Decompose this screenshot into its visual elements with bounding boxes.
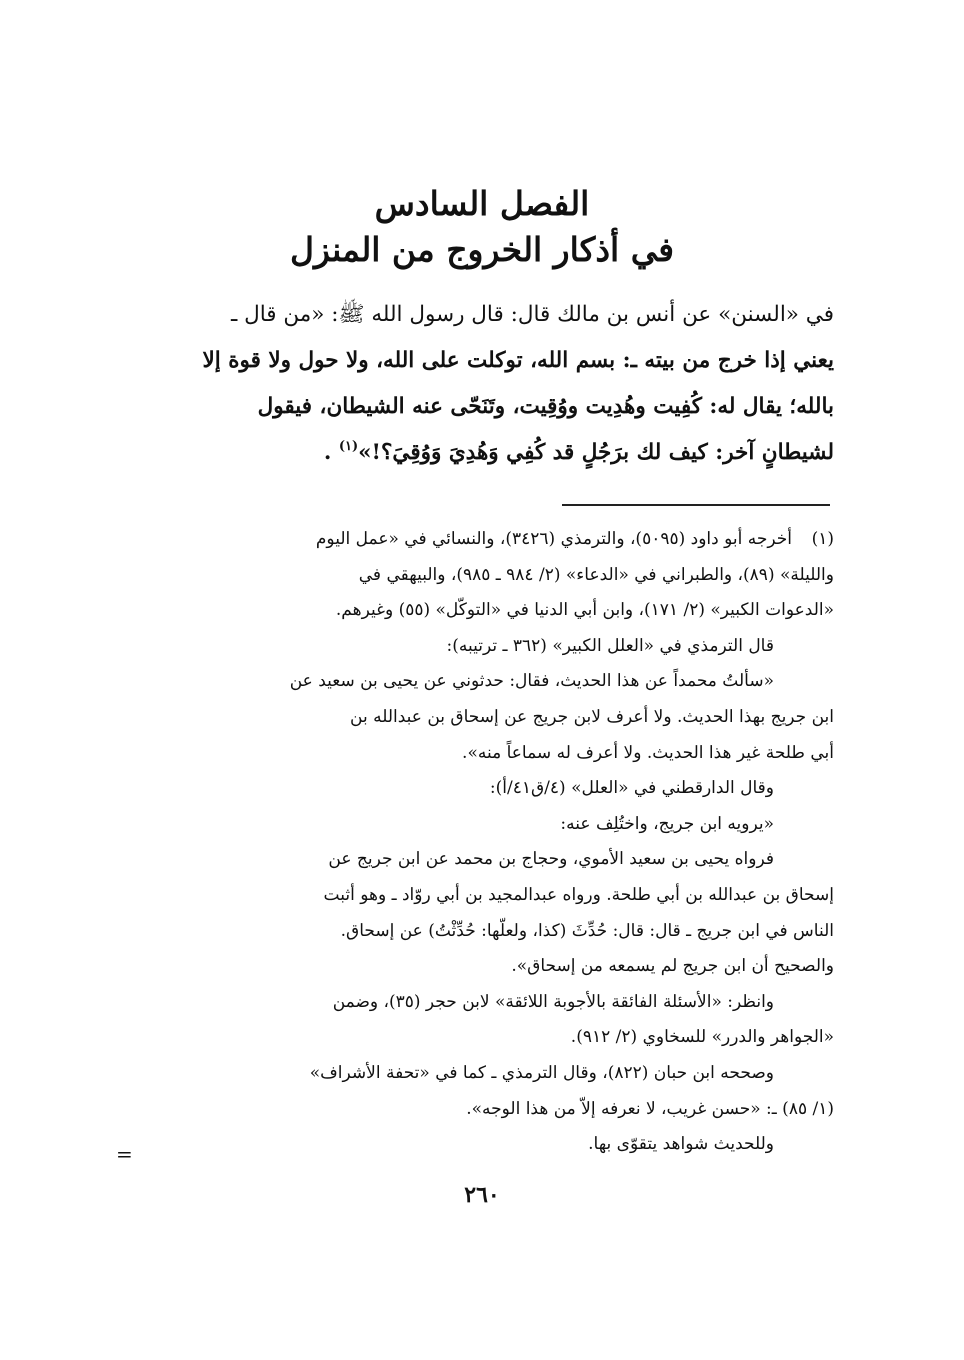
footnote-line: وصححه ابن حبان (٨٢٢)، وقال الترمذي ـ كما في «تحفة الأشراف» xyxy=(309,1062,774,1083)
footnote-line: أبي طلحة غير هذا الحديث. ولا أعرف له سماعاً منه». xyxy=(462,742,834,763)
main-text-line: بالله؛ يقال له: كُفِيت وهُدِيت ووُقِيت، وتَنَحّى عنه الشيطان، فيقول xyxy=(257,394,834,419)
footnote-line: «الجواهر والدرر» للسخاوي (٢/ ٩١٢). xyxy=(570,1027,834,1048)
page-number: ٢٦٠ xyxy=(464,1182,500,1208)
chapter-title: الفصل السادس xyxy=(374,184,590,223)
footnote-line: «سألتُ محمداً عن هذا الحديث، فقال: حدثوني عن يحيى بن سعيد عن xyxy=(289,671,774,692)
footnote-line: الناس في ابن جريج ـ قال: قال: حُدِّثَ (كذا، ولعلّها: حُدِّثْتُ) عن إسحاق. xyxy=(340,920,834,941)
footnote-line: والصحيح أن ابن جريج لم يسمعه من إسحاق». xyxy=(511,956,834,977)
footnote-ref: (١) xyxy=(338,439,359,454)
hadith-text xyxy=(134,292,834,476)
footnotes xyxy=(134,522,834,1163)
main-text-line: في «السنن» عن أنس بن مالك قال: قال رسول الله ﷺ: «من قال ـ xyxy=(231,302,834,327)
continuation-mark: = xyxy=(116,1142,133,1166)
footnote-line: إسحاق بن عبدالله بن أبي طلحة. ورواه عبدالمجيد بن أبي روّاد ـ وهو أثبت xyxy=(323,884,834,905)
footnote-line: وللحديث شواهد يتقوّى بها. xyxy=(588,1134,774,1155)
footnote-line: (١/ ٨٥) ـ: «حسن غريب، لا نعرفه إلاّ من هذا الوجه». xyxy=(466,1098,834,1119)
footnote-number: (١) xyxy=(811,529,834,549)
footnote-line: وانظر: «الأسئلة الفائقة بالأجوبة اللائقة» لابن حجر (٣٥)، وضمن xyxy=(332,991,774,1012)
footnote-line: (١)أخرجه أبو داود (٥٠٩٥)، والترمذي (٣٤٢٦)، والنسائي في «عمل اليوم xyxy=(134,522,834,558)
footnote-line: والليلة» (٨٩)، والطبراني في «الدعاء» (٢/ ٩٨٤ ـ ٩٨٥)، والبيهقي في xyxy=(358,564,834,585)
main-text-line: يعني إذا خرج من بيته ـ: بسم الله، توكلت على الله، ولا حول ولا قوة إلا xyxy=(202,348,834,373)
footnote-line: ابن جريج بهذا الحديث. ولا أعرف لابن جريج عن إسحاق بن عبدالله بن xyxy=(350,706,834,727)
footnote-line: وقال الدارقطني في «العلل» (٤/ق٤١/أ): xyxy=(489,778,774,799)
footnote-line: قال الترمذي في «العلل الكبير» (٣٦٢ ـ ترتيبه): xyxy=(446,635,774,656)
footnote-line: «الدعوات الكبير» (٢/ ١٧١)، وابن أبي الدنيا في «التوكّل» (٥٥) وغيرهم. xyxy=(335,600,834,621)
footnote-separator xyxy=(562,504,830,506)
chapter-subtitle: في أذكار الخروج من المنزل xyxy=(289,230,674,269)
main-text-line: لشيطانٍ آخر: كيف لك برَجُلٍ قد كُفِي وَهُدِيَ وَوُقِيَ؟!»$^{(١)}$ . xyxy=(323,439,834,465)
footnote-line: فرواه يحيى بن سعيد الأموي، وحجاج بن محمد عن ابن جريج عن xyxy=(328,849,774,870)
footnote-line: «يرويه ابن جريج، واختُلِف عنه: xyxy=(560,813,774,834)
